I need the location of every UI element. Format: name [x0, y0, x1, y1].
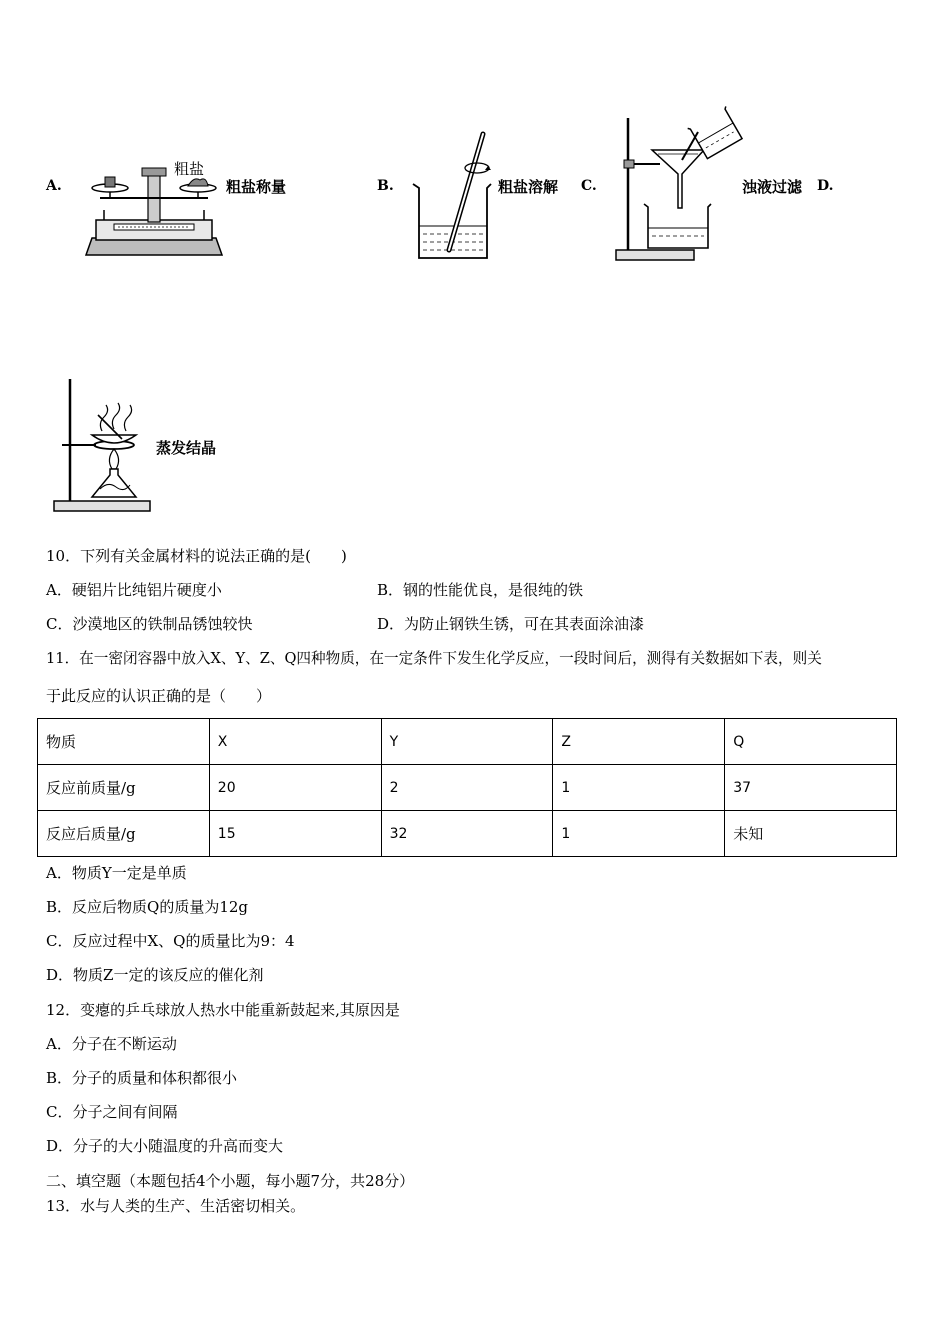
table-header-row: [38, 719, 897, 765]
q11-data-table: [37, 718, 897, 857]
q10-option-a: A．硬铝片比纯铝片硬度小: [46, 581, 222, 599]
evaporation-setup-figure: [52, 375, 152, 515]
table-cell: 15: [209, 811, 381, 857]
q12-option-b: B．分子的质量和体积都很小: [46, 1069, 238, 1087]
table-cell: 20: [209, 765, 381, 811]
option-c-letter: C.: [581, 178, 597, 194]
q12-stem: 12．变瘪的乒乓球放人热水中能重新鼓起来,其原因是: [46, 1001, 400, 1019]
table-header-cell: 物质: [38, 719, 210, 765]
option-a-letter: A.: [46, 178, 62, 194]
q12-option-d: D．分子的大小随温度的升高而变大: [46, 1137, 284, 1155]
coarse-salt-label: 粗盐: [174, 160, 205, 178]
q11-option-a: A．物质Y一定是单质: [46, 864, 187, 882]
option-b-caption: 粗盐溶解: [498, 178, 559, 196]
table-header-cell: Y: [381, 719, 553, 765]
table-header-cell: X: [209, 719, 381, 765]
table-cell: 反应前质量/g: [38, 765, 210, 811]
q10-option-c: C．沙漠地区的铁制品锈蚀较快: [46, 615, 253, 633]
table-cell: 1: [553, 811, 725, 857]
table-cell: 1: [553, 765, 725, 811]
table-cell: 2: [381, 765, 553, 811]
option-a-caption: 粗盐称量: [226, 178, 287, 196]
q10-stem: 10．下列有关金属材料的说法正确的是( ): [46, 547, 347, 565]
q11-option-d: D．物质Z一定的该反应的催化剂: [46, 966, 264, 984]
table-cell: 反应后质量/g: [38, 811, 210, 857]
option-d-caption: 蒸发结晶: [156, 439, 217, 457]
table-header-cell: Z: [553, 719, 725, 765]
table-header-cell: Q: [725, 719, 897, 765]
table-cell: 未知: [725, 811, 897, 857]
q10-option-b: B．钢的性能优良，是很纯的铁: [377, 581, 584, 599]
q11-option-c: C．反应过程中X、Q的质量比为9：4: [46, 932, 295, 950]
q12-option-a: A．分子在不断运动: [46, 1035, 177, 1053]
table-cell: 37: [725, 765, 897, 811]
beaker-stirring-figure: [405, 128, 500, 263]
option-b-letter: B.: [377, 178, 394, 194]
table-row: [38, 811, 897, 857]
table-row: [38, 765, 897, 811]
section-2-heading: 二、填空题（本题包括4个小题，每小题7分，共28分）: [46, 1172, 415, 1190]
filtration-setup-figure: [612, 112, 742, 264]
q11-stem-line2: 于此反应的认识正确的是（ ）: [46, 687, 272, 705]
option-d-letter: D.: [817, 178, 834, 194]
q11-option-b: B．反应后物质Q的质量为12g: [46, 898, 249, 916]
q12-option-c: C．分子之间有间隔: [46, 1103, 178, 1121]
q11-stem-line1: 11．在一密闭容器中放入X、Y、Z、Q四种物质，在一定条件下发生化学反应，一段时间后，测得有关数据如下表，则关: [46, 650, 822, 667]
option-c-caption: 浊液过滤: [742, 178, 803, 196]
q10-option-d: D．为防止钢铁生锈，可在其表面涂油漆: [377, 615, 645, 633]
q13-stem: 13．水与人类的生产、生活密切相关。: [46, 1197, 306, 1215]
table-cell: 32: [381, 811, 553, 857]
